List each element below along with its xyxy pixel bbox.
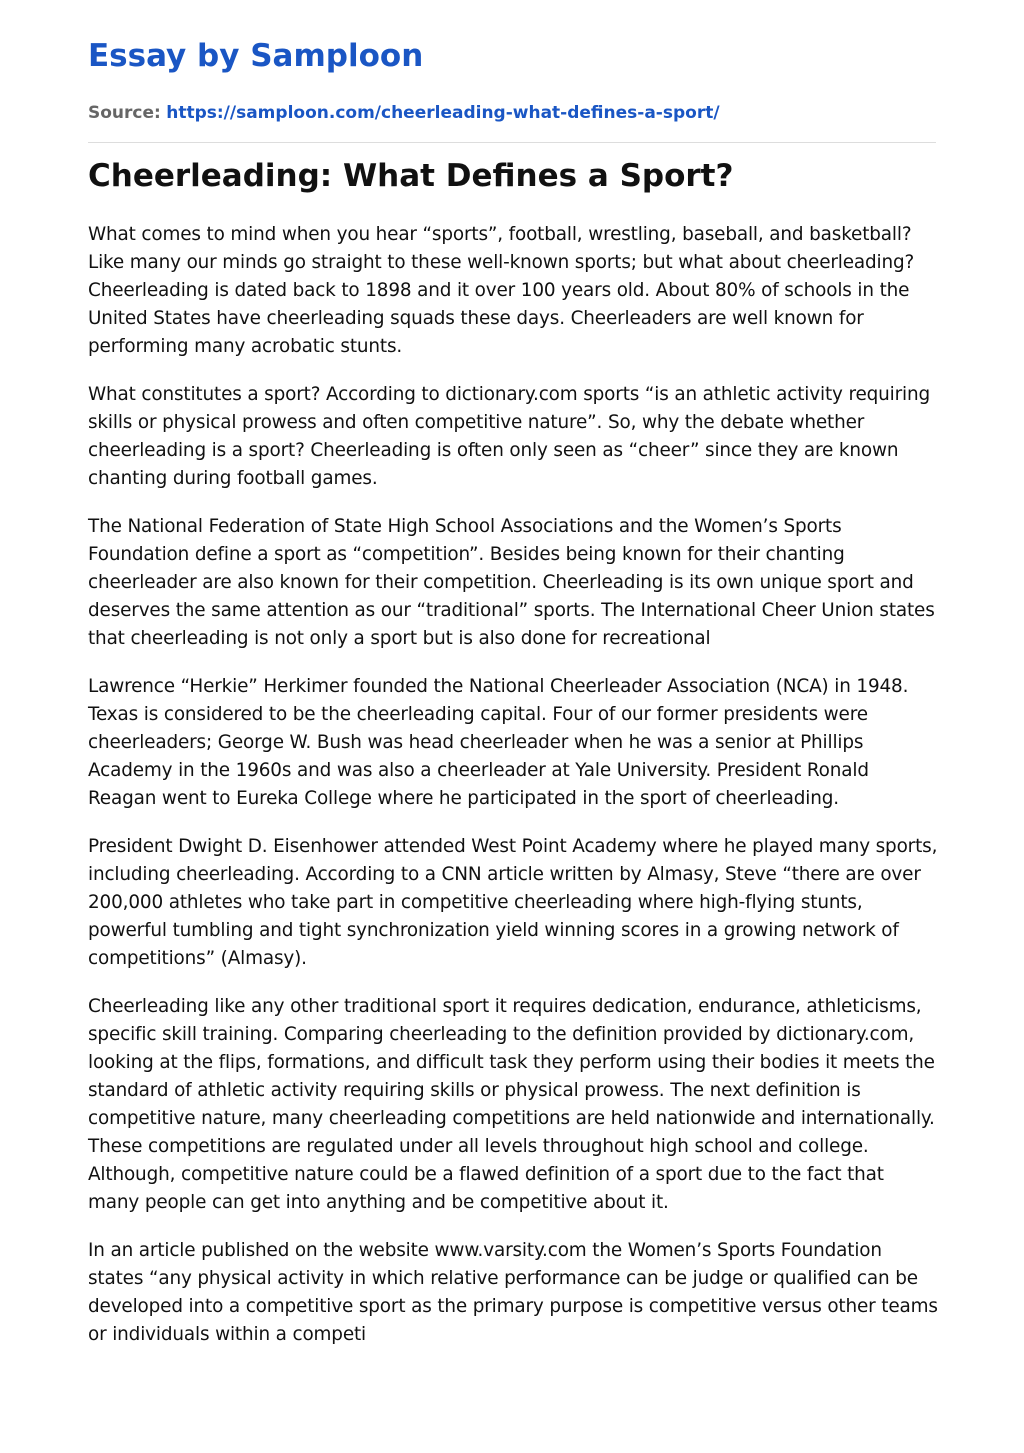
essay-paragraph-6: Cheerleading like any other traditional sport it requires dedication, endurance, athleticisms, specific skill training. Comparing cheerleading to the definition provided by dictionary.com, looking at the flips, formations, and difficult task they perform using their bodies it meets the standard of athletic activity requiring skills or physical prowess. The next definition is competitive nature, many cheerleading competitions are held nationwide and internationally. These competitions are regulated under all levels throughout high school and college. Although, competitive nature could be a flawed definition of a sport due to the fact that many people can get into anything and be competitive about it.: [88, 996, 935, 1213]
essay-title: Cheerleading: What Defines a Sport?: [88, 158, 734, 194]
site-brand-title: Essay by Samploon: [88, 38, 424, 74]
source-line: [88, 101, 720, 125]
essay-paragraph-3: The National Federation of State High School Associations and the Women’s Sports Foundation define a sport as “competition”. Besides being known for their chanting cheerleader are also known for their competition. Cheerleading is its own unique sport and deserves the same attention as our “traditional” sports. The International Cheer Union states that cheerleading is not only a sport but is also done for recreational: [88, 516, 935, 649]
source-link[interactable]: https://samploon.com/cheerleading-what-defines-a-sport/: [166, 103, 720, 123]
essay-paragraph-2: What constitutes a sport? According to dictionary.com sports “is an athletic activity requiring skills or physical prowess and often competitive nature”. So, why the debate whether cheerleading is a sport? Cheerleading is often only seen as “cheer” since they are known chanting during football games.: [88, 384, 930, 489]
source-label: Source:: [88, 103, 161, 123]
essay-paragraph-7: In an article published on the website www.varsity.com the Women’s Sports Foundation states “any physical activity in which relative performance can be judge or qualified can be developed into a competitive sport as the primary purpose is competitive versus other teams or individuals within a competi: [88, 1240, 938, 1345]
essay-paragraph-4: Lawrence “Herkie” Herkimer founded the National Cheerleader Association (NCA) in 1948. Texas is considered to be the cheerleading capital. Four of our former presidents were cheerleaders; George W. Bush was head cheerleader when he was a senior at Phillips Academy in the 1960s and was also a cheerleader at Yale University. President Ronald Reagan went to Eureka College where he participated in the sport of cheerleading.: [88, 676, 909, 809]
essay-body: [88, 221, 938, 1369]
essay-paragraph-1: What comes to mind when you hear “sports”, football, wrestling, baseball, and basketball? Like many our minds go straight to these well-known sports; but what about cheerleading? Cheerleading is dated back to 1898 and it over 100 years old. About 80% of schools in the United States have cheerleading squads these days. Cheerleaders are well known for performing many acrobatic stunts.: [88, 224, 915, 357]
header-divider: [88, 142, 936, 143]
essay-paragraph-5: President Dwight D. Eisenhower attended West Point Academy where he played many sports, including cheerleading. According to a CNN article written by Almasy, Steve “there are over 200,000 athletes who take part in competitive cheerleading where high-flying stunts, powerful tumbling and tight synchronization yield winning scores in a growing network of competitions” (Almasy).: [88, 836, 938, 969]
